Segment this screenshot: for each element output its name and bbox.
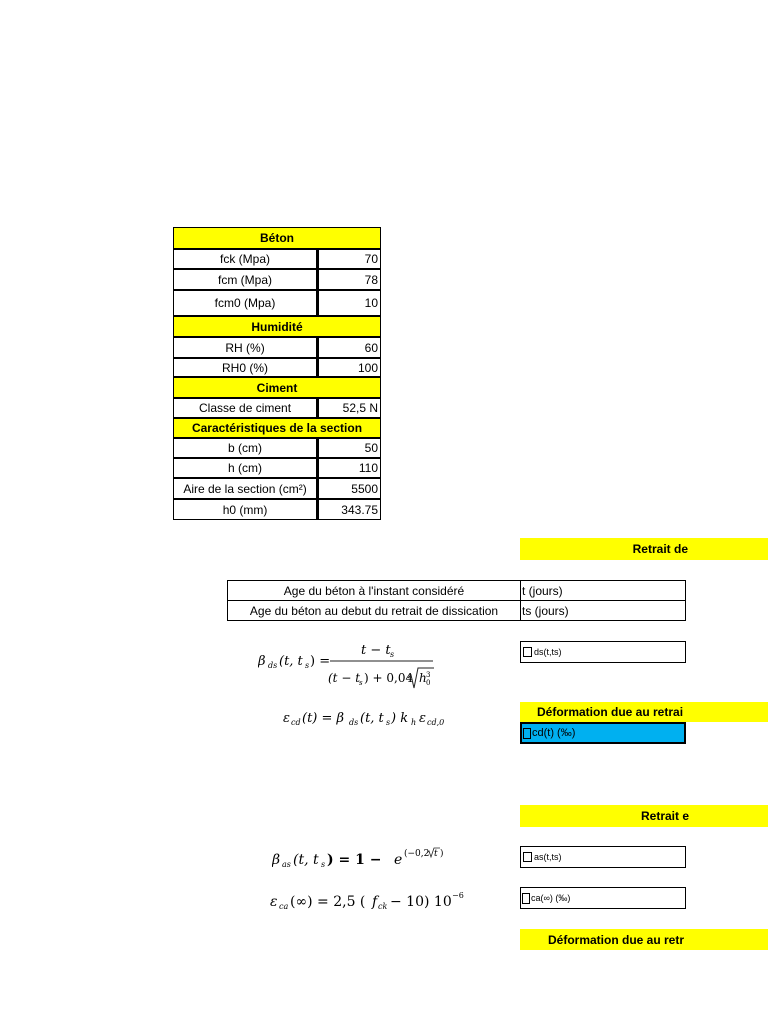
svg-text:(t, t: (t, t xyxy=(293,852,319,868)
svg-text:f: f xyxy=(372,894,378,910)
beton-header xyxy=(173,227,381,249)
svg-text:(−0,2: (−0,2 xyxy=(404,849,430,859)
svg-text:t: t xyxy=(434,849,438,859)
formula-beta-as-svg xyxy=(272,845,472,871)
svg-text:(∞) = 2,5 (: (∞) = 2,5 ( xyxy=(290,894,366,910)
svg-text:3: 3 xyxy=(426,671,431,679)
svg-text:e: e xyxy=(394,852,403,868)
rh0-label: RH0 (%) xyxy=(173,358,318,377)
eps-ca-field[interactable] xyxy=(520,887,686,909)
eps-ca-label: ca(∞) (‰) xyxy=(531,893,571,903)
svg-text:s: s xyxy=(321,860,326,869)
eps-cd-field[interactable] xyxy=(520,722,686,744)
fcm0-label: fcm0 (Mpa) xyxy=(173,290,318,316)
retrait-dessiccation-header xyxy=(520,538,768,560)
b-label: b (cm) xyxy=(173,438,318,458)
beta-as-field[interactable] xyxy=(520,846,686,868)
humidite-header xyxy=(173,316,381,337)
beta-ds-field[interactable] xyxy=(520,641,686,663)
formula-eps-ca xyxy=(270,888,470,914)
svg-text:s: s xyxy=(386,718,391,727)
retrait-endogene-header xyxy=(520,805,768,827)
deformation-dessiccation-header xyxy=(520,702,768,722)
svg-text:t − t: t − t xyxy=(361,643,391,658)
beton-parameters-table xyxy=(173,227,381,520)
svg-text:0: 0 xyxy=(426,679,431,687)
svg-text:ε: ε xyxy=(283,711,290,726)
fck-value[interactable]: 70 xyxy=(318,249,381,269)
aire-row xyxy=(173,478,381,499)
h-label: h (cm) xyxy=(173,458,318,478)
svg-text:ds: ds xyxy=(349,718,359,727)
svg-text:): ) xyxy=(440,849,444,859)
svg-text:cd: cd xyxy=(291,718,301,727)
svg-text:) =: ) = xyxy=(310,654,331,669)
section-header-text: Caractéristiques de la section xyxy=(191,421,363,435)
rh-value[interactable]: 60 xyxy=(318,337,381,358)
h-row xyxy=(173,458,381,478)
beta-ds-label: ds(t,ts) xyxy=(534,647,562,657)
formula-beta-ds xyxy=(258,638,458,694)
missing-glyph-icon xyxy=(523,852,532,862)
fcm0-row xyxy=(173,290,381,316)
rh-row xyxy=(173,337,381,358)
svg-text:h: h xyxy=(419,671,427,685)
rh0-row xyxy=(173,358,381,377)
rh-label: RH (%) xyxy=(173,337,318,358)
formula-eps-cd xyxy=(283,706,473,730)
classe-value[interactable]: 52,5 N xyxy=(318,398,381,418)
svg-text:(t, t: (t, t xyxy=(360,711,384,726)
b-value[interactable]: 50 xyxy=(318,438,381,458)
deformation-endogene-header-text: Déformation due au retr xyxy=(548,932,685,947)
age-ts-input[interactable]: ts (jours) xyxy=(520,600,686,621)
classe-row xyxy=(173,398,381,418)
svg-text:ε: ε xyxy=(270,894,278,910)
formula-beta-as xyxy=(272,845,472,871)
fcm-label: fcm (Mpa) xyxy=(173,269,318,290)
fcm-value[interactable]: 78 xyxy=(318,269,381,290)
svg-text:−6: −6 xyxy=(452,891,464,900)
svg-text:h: h xyxy=(411,718,417,727)
missing-glyph-icon xyxy=(522,893,530,904)
svg-text:s: s xyxy=(390,650,395,659)
retrait-endogene-header-text: Retrait e xyxy=(641,809,690,823)
section-header xyxy=(173,418,381,438)
svg-text:(t) = β: (t) = β xyxy=(302,711,345,726)
humidite-header-text: Humidité xyxy=(251,319,303,334)
svg-text:(t, t: (t, t xyxy=(279,654,303,669)
aire-label: Aire de la section (cm²) xyxy=(173,478,318,499)
ciment-header-text: Ciment xyxy=(256,380,298,395)
svg-text:cd,0: cd,0 xyxy=(427,718,445,727)
fck-label: fck (Mpa) xyxy=(173,249,318,269)
classe-label: Classe de ciment xyxy=(173,398,318,418)
svg-text:) = 1 −: ) = 1 − xyxy=(327,852,382,868)
svg-text:ca: ca xyxy=(279,902,289,911)
fcm-row xyxy=(173,269,381,290)
ciment-header xyxy=(173,377,381,398)
fck-row xyxy=(173,249,381,269)
svg-text:s: s xyxy=(359,679,363,687)
svg-text:(t − t: (t − t xyxy=(328,671,361,685)
age-ts-label: Age du béton au debut du retrait de dissication xyxy=(227,600,521,621)
svg-text:ck: ck xyxy=(378,902,388,911)
beta-as-label: as(t,ts) xyxy=(534,852,562,862)
fcm0-value[interactable]: 10 xyxy=(318,290,381,316)
svg-text:ds: ds xyxy=(268,661,278,670)
age-t-label: Age du béton à l'instant considéré xyxy=(227,580,521,601)
missing-glyph-icon xyxy=(523,728,531,739)
formula-beta-ds-svg xyxy=(258,638,458,694)
svg-text:ε: ε xyxy=(419,711,426,726)
h0-label: h0 (mm) xyxy=(173,499,318,520)
svg-text:as: as xyxy=(282,860,291,869)
eps-cd-label: cd(t) (‰) xyxy=(532,727,576,739)
beton-header-text: Béton xyxy=(260,231,294,245)
formula-eps-cd-svg xyxy=(283,706,473,730)
svg-text:) + 0,04: ) + 0,04 xyxy=(364,671,414,685)
svg-text:β: β xyxy=(258,654,266,669)
retrait-dessiccation-header-text: Retrait de xyxy=(632,542,688,556)
svg-text:− 10) 10: − 10) 10 xyxy=(390,894,452,910)
missing-glyph-icon xyxy=(523,647,532,657)
formula-eps-ca-svg xyxy=(270,888,470,914)
rh0-value[interactable]: 100 xyxy=(318,358,381,377)
svg-text:s: s xyxy=(305,661,310,670)
age-t-input[interactable]: t (jours) xyxy=(520,580,686,601)
aire-value[interactable]: 5500 xyxy=(318,478,381,499)
svg-text:) k: ) k xyxy=(391,711,409,726)
h-value[interactable]: 110 xyxy=(318,458,381,478)
deformation-dessiccation-header-text: Déformation due au retrai xyxy=(537,705,684,719)
h0-value[interactable]: 343.75 xyxy=(318,499,381,520)
svg-text:β: β xyxy=(272,852,281,868)
deformation-endogene-header xyxy=(520,929,768,950)
b-row xyxy=(173,438,381,458)
h0-row xyxy=(173,499,381,520)
